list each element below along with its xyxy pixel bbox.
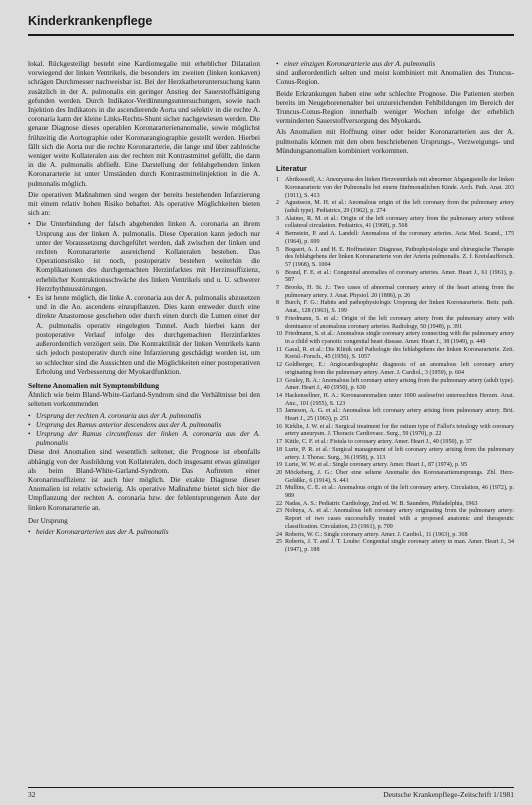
list-item: • Ursprung der Ramus circumflexus der linken A. coronaria aus der A. pulmonalis (28, 429, 260, 448)
running-header-title: Kinderkrankenpflege (28, 14, 153, 28)
list-item: • beider Koronararterien aus der A. pulmonalis (28, 527, 169, 536)
paragraph: Als Anomalien mit Hoffnung einer oder beider Koronararterien aus der A. pulmonalis können mit den oben beschriebenen Ursprungs-, Verzweigungs- und Mündungsanomalien kombiniert vorkommen. (276, 128, 514, 155)
reference-item: 20 Möckeberg, J. G.: Über eine seltene Anomalie des Koronarartienursprungs. Zbl. Herz-Gefäßkr., 6 (1914), S. 441 (276, 469, 514, 484)
paragraph: Die operativen Maßnahmen sind wegen der bereits bestehenden Infarzierung mit einem relativ hohen Risiko behaftet. Als operative Möglichkeiten bieten sich an: (28, 190, 260, 218)
reference-item: 17 Kittle, C. F. et al.: Fistula to coronary artery. Amer. Heart J., 40 (1950), p. 37 (276, 439, 472, 446)
reference-item: 23 Nobuya, A. et al.: Anomalous left coronary artery originating from the pulmonary artery: Report of two cases successfully treated with a proposed anatomic and therapeutic classification. Circulation, 23 (1961), p. 709 (276, 508, 514, 530)
paragraph: lokal. Rückgesteiligt besteht eine Kardiomegalie mit erheblicher Dilatation vorwiegend der linken Ventrikels, die besonders im zweiten (linken konkaven) schrägen Durchmesser nachweisbar ist. Bei der Herzkatheteruntersuchung kann zusätzlich in der A. pulmonalis ein geringer Anstieg der Sauerstoffsättigung gefunden werden. Durch Indikator-Verdünnungsuntersuchungen, sowie nach Injektion des Indikators in die ascendierende Aorta und selektiv in die rechte A. coronaria kann der kleine Links-Rechts-Shunt sicher nachgewiesen werden. Die genaue Diagnose dieses operablen Koronararterienanomalie, sowie möglichst frühzeitig die Aortographie oder Koronarangiographie gestellt werden. Hierbei fällt sich die Aorta nur die rechte Koronararterie, die lange und über zahlreiche weniger weite Kollateralen aus der rechten mit Kontrastmittel gefüllt, die dann in die A. pulmonalis abfließt. Eine Darstellung der fehlabgehenden linken Koronararterie ist unter Umständen durch Kontrastmittelinjektion in die A. pulmonalis möglich. (28, 60, 260, 188)
footer-rule (28, 787, 514, 788)
reference-item: 2 Agustsson, M. H. et al.: Anomalous origin of the left coronary from the pulmonary artery (adult type). Pediatrics, 29 (1962), p. 274 (276, 200, 514, 215)
paragraph: sind außerordentlich selten und meist kombiniert mit Anomalien des Truncus-Conus-Region. (276, 69, 514, 87)
reference-item: 1 Abrikossoff, A.: Aneurysma des linken Herzventrikels mit abnormer Abgangsstelle der linken Koronararterie von der Pulmonalis bei einem fünfmonatlichen Kinde. Arch. Path. Anat. 203 (1911), S. 413 (276, 177, 514, 199)
reference-item: 15 Jameson, A. G. et al.: Anomalous left coronary artery arising from pulmonary artery. Brit. Heart J., 25 (1963), p. 251 (276, 408, 514, 423)
list-item: • Es ist heute möglich, die linke A. coronaria aus der A. pulmonalis abzusetzen und in die Ao. ascendens einzupflanzen. Dies kann entweder durch eine direkte Anastomose geschehen oder durch einen durch die Lumen einer der A. pulmonalis operativ eingelegten Tunnel. Auch hierbei kann der postoperative Verlauf infolge des durchgemachten Herzinfarktes außerordentlich verzögert sein. Die Kontraktilität der linken Ventrikels kann sich jedoch postoperativ durch eine Infarzierung geschädigt worden ist, um so schlechter sind die Aussichten und die Möglichkeiten einer postoperativen Erholung und Verbesserung der Myokardfunktion. (28, 294, 260, 376)
reference-item: 7 Brooks, H. St. J.: Two cases of abnormal coronary artery of the heart arising from the pulmonary artery. J. Anat. Physiol. 20 (1886), p. 26 (276, 285, 514, 299)
reference-item: 10 Friedmann, S. et al.: Anomalous single coronary artery connecting with the pulmonary artery in a child with cyanotic congenital heart disease. Amer. Heart J., 38 (1949), p. 449 (276, 331, 514, 345)
reference-item: 16 Kirklin, J. W. et al.: Surgical treatment for the ostium type of Fallot's tetralogy with coronary artery aneurysm. J. Thoracic Cardiovasc. Surg., 59 (1970), p. 22 (276, 423, 514, 438)
reference-item: 5 Bogaert, A. J. and H. E. Hoffmeister: Diagnose, Pathophysiologie und chirurgische Therapie des fehlabgehens der linken Koronararterie von der Arteria pulmonalis. Z. f. Kreislaufforsch. 57 (1968), S. 1004 (276, 246, 514, 268)
reference-item: 21 Mullins, C. E. et al.: Anomalous origin of the left coronary artery. Circulation, 46 (1972), p. 989 (276, 485, 514, 500)
reference-item: 11 Gasul, R. et al.: Die Klinik und Pathologie des fehlabgehens der linken Koronararterie. Zeit. Kreisl.-Forsch., 45 (1956), S. 1057 (276, 346, 514, 361)
paragraph: Ähnlich wie beim Bland-White-Garland-Syndrom sind die Verhältnisse bei den seltenen vorkommenden (28, 391, 260, 409)
reference-item: 14 Hackensellner, H. A.: Koronaranomalien unter 1000 auslesefrei untersuchten Herzen. Anat. Anz., 101 (1955), S. 123 (276, 392, 514, 407)
reference-list (276, 177, 514, 554)
reference-item: 24 Roberts, W. C.: Single coronary artery. Amer. J. Cardiol., 11 (1963), p. 368 (276, 531, 468, 538)
list-item: • Ursprung der rechten A. coronaria aus der A. pulmonalis (28, 411, 202, 420)
reference-item: 25 Roberts, J. T. and J. T. Loube: Congenital single coronary artery in man. Amer. Heart J., 34 (1947), p. 188 (276, 539, 514, 553)
reference-item: 8 Burch, F. G.: Habits and pathophysiologic Ursprung der linken Koronararterie. Beitr. path. Anat., 128 (1963), S. 199 (276, 300, 514, 315)
list-item: • einer einzigen Koronararterie aus der A. pulmonalis (276, 60, 436, 68)
section-heading: Seltene Anomalien mit Symptombildung (28, 380, 160, 390)
page-number: 32 (28, 790, 36, 799)
reference-item: 13 Gouley, B. A.: Anomalous left coronary artery arising from the pulmonary artery (adult type). Amer. Heart J., 40 (1950), p. 630 (276, 377, 514, 392)
paragraph: Der Ursprung (28, 516, 68, 525)
reference-item: 9 Friedmann, S. et al.: Origin of the left coronary artery from the pulmonary artery with dominance of anomalous coronary arteries. Radiology, 50 (1948), p. 391 (276, 315, 514, 330)
references-heading: Literatur (276, 164, 307, 174)
left-column (28, 60, 260, 537)
list-item: • Die Unterbindung der falsch abgehenden linken A. coronaria an ihrem Ursprung aus der linken A. pulmonalis. Diese Operation kann jedoch nur unter der Voraussetzung durchgeführt werden, daß zwischen der linken und rechten Koronararterie ausreichend Kollateralen bestehen. Das Operationsrisiko ist noch, postoperativ bestehen weiterhin die Komplikationen des durchgemachten Herzinfarktes mit Herzinsuffizienz, erheblicher Kontraktionsschwäche des linken Ventrikels und u. U. schwerer Herzrhythmusstörungen. (28, 220, 260, 293)
reference-item: 3 Alaimo, R. M. et al.: Origin of the left coronary artery from the pulmonary artery without collateral circulation. Pediatrics, 41 (1968), p. 568 (276, 215, 514, 230)
paragraph: Diese drei Anomalien sind wesentlich seltener, die Prognose ist ebenfalls abhängig von der Ausbildung von Kollateralen, doch insgesamt etwas günstiger als beim Bland-White-Garland-Syndrom. Das Auftreten einer Koronarinsuffizienz ist auch hier möglich. Die exakte Diagnose dieser Anomalien ist relativ schwierig. Als operative Maßnahme bietet sich hier die Umpflanzung der rechten A. coronaria bzw. der fehlentsprungenen Äste der linken Koronararterie an. (28, 448, 260, 512)
header-rule (28, 34, 514, 36)
reference-item: 4 Bernstein, P. and A. Landell: Anomalous of the coronary arteries. Acta Med. Scand., 175 (1964), p. 699 (276, 231, 514, 245)
paragraph: Beide Erkrankungen haben eine sehr schlechte Prognose. Die Patienten sterben bereits im Neugeborenenalter bei unzureichenden Fehlbildungen im Bereich der Truncus-Conus-Region innerhalb weniger Wochen infolge der erheblich verminderten Sauerstoffversorgung des Myokards. (276, 89, 514, 126)
reference-item: 6 Brand, F. E. et al.: Congenital anomalies of coronary arteries. Amer. Heart J., 61 (1961), p. 587 (276, 269, 514, 284)
reference-item: 22 Nadas, A. S.: Pediatric Cardiology, 2nd ed. W. B. Saunders, Philadelphia, 1963 (276, 500, 478, 507)
reference-item: 19 Lurie, W. W. et al.: Single coronary artery. Amer. Heart J., 87 (1974), p. 95 (276, 462, 468, 469)
journal-name: Deutsche Krankenpflege-Zeitschrift 1/1981 (383, 790, 514, 799)
reference-item: 12 Goldberger, E.: Angiocardiographic diagnosis of an anomalous left coronary artery originating from the pulmonary artery. Amer. J. Cardiol., 3 (1959), p. 604 (276, 362, 514, 376)
right-column (276, 60, 514, 555)
list-item: • Ursprung des Ramus anterior descendens aus der A. pulmonalis (28, 420, 222, 429)
reference-item: 18 Lurie, P. R. et al.: Surgical management of left coronary artery arising from the pulmonary artery. J. Thorac. Surg., 36 (1958), p. 113 (276, 446, 514, 461)
